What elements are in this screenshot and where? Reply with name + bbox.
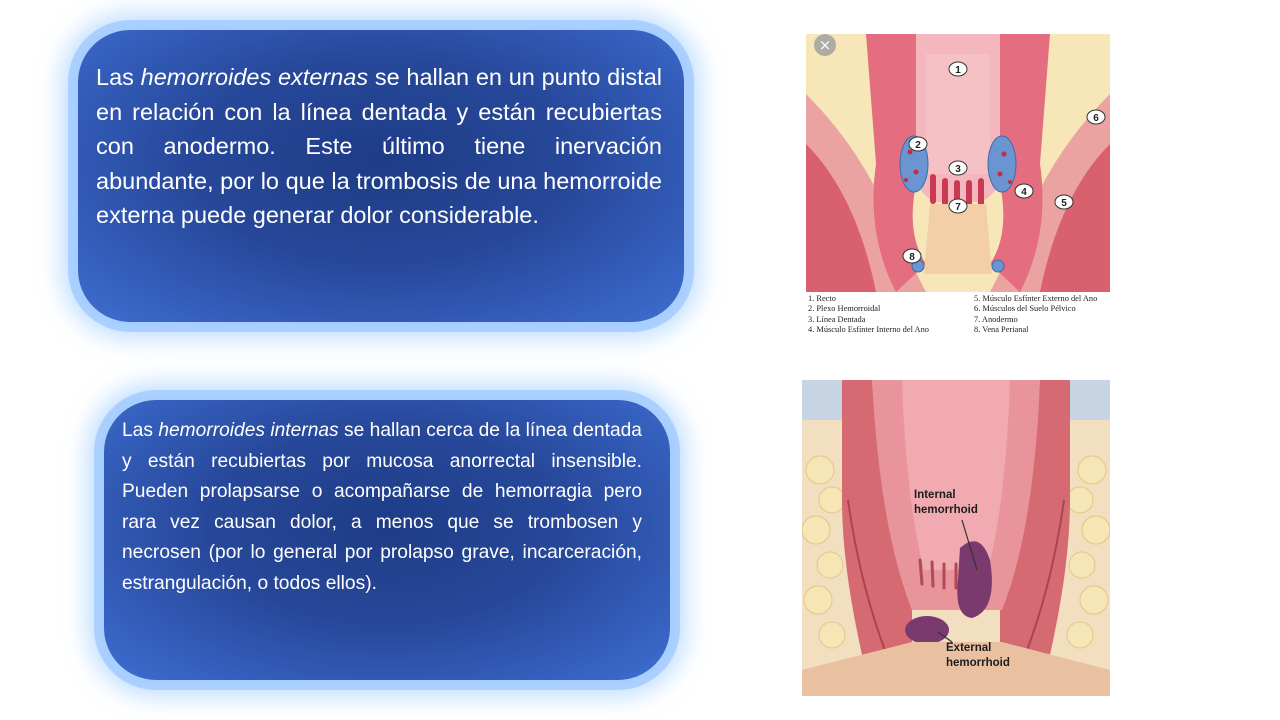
external-hemorrhoid-label-1: External [946, 642, 992, 654]
marker-1: 1 [955, 65, 961, 76]
external-hemorrhoids-text: Las hemorroides externas se hallan en un punto distal en relación con la línea dentada y están recubiertas con anodermo. Este último tiene inervación abundante, por lo que la trombosis de una hemorroide externa puede generar dolor considerable. [96, 64, 662, 228]
marker-7: 7 [955, 202, 961, 213]
hemorrhoid-illustration-art [802, 380, 1110, 696]
hemorrhoid-illustration [802, 380, 1110, 696]
marker-8: 8 [909, 252, 915, 263]
internal-hemorrhoids-text: Las hemorroides internas se hallan cerca de la línea dentada y están recubiertas por mucosa anorrectal insensible. Pueden prolapsarse o acompañarse de hemorragia pero rara vez causan dolor, a menos que se trombosen y necrosen (por lo general por prolapso grave, incarceración, estrangulación, o todos ellos). [122, 420, 642, 594]
external-hemorrhoid-label-2: hemorrhoid [946, 657, 1010, 669]
marker-5: 5 [1061, 198, 1067, 209]
diagram-legend [806, 292, 1110, 340]
legend-item: 2. Plexo Hemorroidal [808, 304, 881, 314]
marker-2: 2 [915, 140, 921, 151]
legend-item: 8. Vena Perianal [974, 325, 1029, 335]
marker-6: 6 [1093, 113, 1099, 124]
marker-4: 4 [1021, 187, 1027, 198]
external-hemorrhoids-term: hemorroides externas [140, 64, 369, 90]
anal-anatomy-diagram [806, 34, 1110, 340]
legend-item: 7. Anodermo [974, 314, 1018, 324]
legend-item: 6. Músculos del Suelo Pélvico [974, 304, 1076, 314]
legend-item: 5. Músculo Esfínter Externo del Ano [974, 294, 1098, 303]
legend-item: 3. Línea Dentada [808, 314, 866, 324]
legend-item: 1. Recto [808, 294, 836, 303]
close-icon[interactable]: × [814, 34, 836, 56]
internal-hemorrhoid-label-2: hemorrhoid [914, 504, 978, 516]
anal-anatomy-illustration [806, 34, 1110, 292]
legend-item: 4. Músculo Esfínter Interno del Ano [808, 325, 929, 335]
internal-hemorrhoid-label-1: Internal [914, 489, 956, 501]
marker-3: 3 [955, 164, 961, 175]
internal-hemorrhoids-term: hemorroides internas [158, 420, 339, 441]
